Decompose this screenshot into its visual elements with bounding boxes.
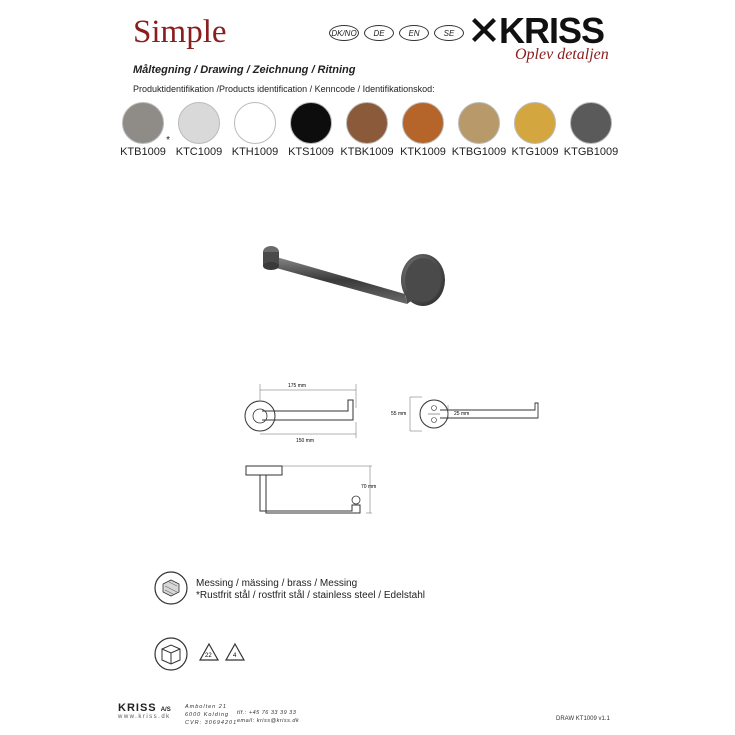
finish-code: KTBK1009 bbox=[340, 146, 394, 158]
phone-number: tlf.: +45 76 33 39 33 bbox=[237, 710, 297, 716]
recycling-code-22: 22 bbox=[205, 653, 212, 659]
finish-item[interactable] bbox=[118, 102, 168, 158]
product-photo bbox=[255, 240, 465, 320]
bar-length-label: 150 mm bbox=[296, 438, 315, 444]
technical-drawing-side-view bbox=[390, 393, 545, 435]
recycling-code-4: 4 bbox=[233, 653, 237, 659]
finish-code: KTB1009 bbox=[120, 146, 166, 158]
star-marker: * bbox=[166, 135, 170, 146]
language-de[interactable]: DE bbox=[364, 25, 394, 41]
finish-swatch bbox=[178, 102, 220, 144]
footer-brand-suffix: A/S bbox=[160, 707, 171, 713]
finish-item[interactable] bbox=[563, 102, 619, 158]
finish-swatch bbox=[402, 102, 444, 144]
brand-logo-text: KRISS bbox=[499, 10, 605, 51]
finish-swatch bbox=[234, 102, 276, 144]
material-stainless bbox=[196, 590, 425, 602]
projection-label: 25 mm bbox=[454, 411, 470, 417]
finish-item[interactable] bbox=[286, 102, 336, 158]
overall-length-label: 175 mm bbox=[288, 383, 307, 389]
finish-swatch bbox=[570, 102, 612, 144]
footer-brand-name: KRISS bbox=[118, 702, 157, 714]
finish-swatch bbox=[122, 102, 164, 144]
finish-swatch bbox=[346, 102, 388, 144]
address-line-1: Ambolten 21 bbox=[185, 704, 227, 710]
technical-drawing-front-view bbox=[240, 460, 380, 520]
brand-tagline: Oplev detaljen bbox=[515, 46, 609, 63]
finish-item[interactable] bbox=[342, 102, 392, 158]
footer-address bbox=[185, 703, 237, 727]
finish-code: KTGB1009 bbox=[563, 146, 619, 158]
finish-code: KTS1009 bbox=[288, 146, 334, 158]
brand-series-title: Simple bbox=[133, 14, 227, 50]
finish-swatch-list bbox=[118, 102, 619, 158]
footer-website-link[interactable]: www.kriss.dk bbox=[118, 714, 171, 720]
finish-code: KTK1009 bbox=[400, 146, 446, 158]
finish-swatch bbox=[458, 102, 500, 144]
finish-item[interactable] bbox=[451, 102, 507, 158]
finish-item[interactable] bbox=[174, 102, 224, 158]
material-sample-icon bbox=[153, 570, 189, 606]
material-stainless-label: Rustfrit stål / rostfrit stål / stainless steel / Edelstahl bbox=[199, 590, 425, 601]
rosette-diameter-label: 55 mm bbox=[391, 411, 407, 417]
product-identification-label: Produktidentifikation /Products identification / Kenncode / Identifikationskod: bbox=[133, 84, 435, 94]
material-list bbox=[196, 578, 425, 602]
height-label: 70 mm bbox=[361, 484, 377, 490]
finish-code: KTH1009 bbox=[231, 146, 279, 158]
recycling-4-icon bbox=[224, 642, 246, 664]
finish-code: KTBG1009 bbox=[451, 146, 507, 158]
recycling-22-icon bbox=[198, 642, 220, 664]
finish-code: KTC1009 bbox=[175, 146, 223, 158]
language-en[interactable]: EN bbox=[399, 25, 429, 41]
language-se[interactable]: SE bbox=[434, 25, 464, 41]
section-heading: Måltegning / Drawing / Zeichnung / Ritning bbox=[133, 64, 356, 76]
email-address[interactable]: email: kriss@kriss.dk bbox=[237, 718, 300, 724]
material-brass: Messing / mässing / brass / Messing bbox=[196, 578, 358, 589]
footer-contact bbox=[237, 709, 299, 725]
cvr-number: CVR: 30694201 bbox=[185, 720, 238, 726]
address-line-2: 6000 Kolding bbox=[185, 712, 230, 718]
finish-swatch bbox=[514, 102, 556, 144]
kriss-x-logo-icon bbox=[470, 16, 498, 44]
finish-item[interactable] bbox=[510, 102, 560, 158]
language-dk-no[interactable]: DK/NO bbox=[329, 25, 359, 41]
packaging-box-icon bbox=[153, 636, 189, 672]
finish-code: KTG1009 bbox=[511, 146, 559, 158]
star-marker: * bbox=[196, 590, 200, 601]
finish-swatch bbox=[290, 102, 332, 144]
drawing-id: DRAW KT1009 v1.1 bbox=[556, 716, 610, 722]
finish-item[interactable] bbox=[398, 102, 448, 158]
finish-item[interactable] bbox=[230, 102, 280, 158]
language-selector bbox=[329, 25, 464, 41]
footer-brand bbox=[118, 702, 171, 714]
technical-drawing-top-view bbox=[236, 378, 366, 450]
